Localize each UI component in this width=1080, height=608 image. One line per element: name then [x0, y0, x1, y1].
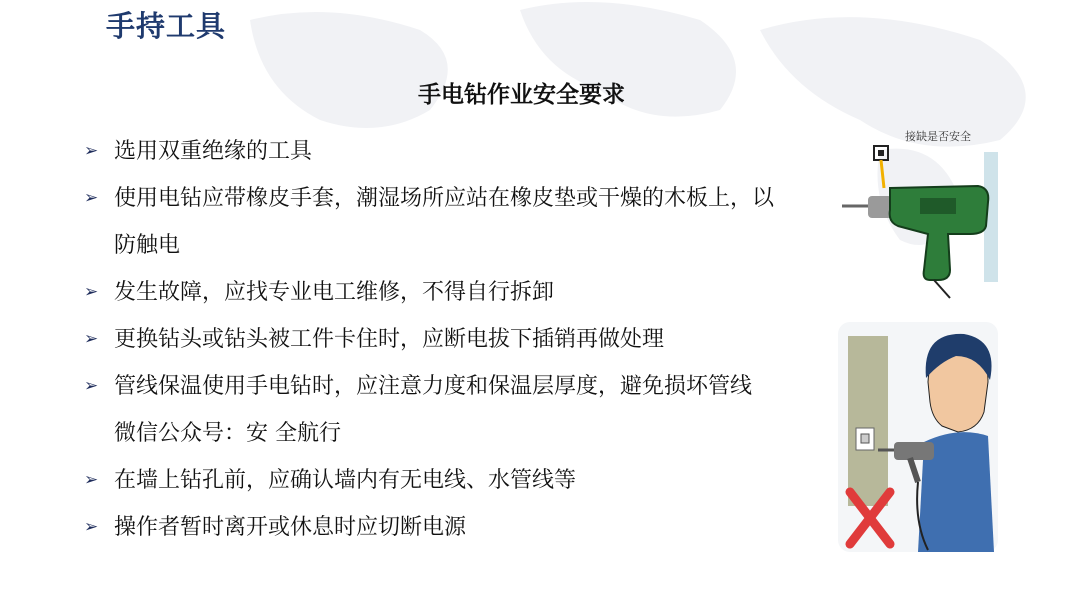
arrow-bullet-icon: ➢	[84, 329, 99, 349]
slide-title: 手持工具	[106, 9, 227, 43]
image-caption: 接缺是否安全	[905, 130, 971, 143]
list-item: ➢ 使用电钻应带橡皮手套，潮湿场所应站在橡皮垫或干燥的木板上，以防触电	[84, 175, 804, 269]
drill-illustration	[838, 130, 998, 300]
list-item: ➢ 在墙上钻孔前，应确认墙内有无电线、水管线等	[84, 457, 804, 504]
list-item: ➢ 管线保温使用手电钻时，应注意力度和保温层厚度，避免损坏管线 微信公众号：安 全航行	[84, 363, 804, 457]
list-item: ➢ 发生故障，应找专业电工维修，不得自行拆卸	[84, 269, 804, 316]
arrow-bullet-icon: ➢	[84, 376, 99, 396]
arrow-bullet-icon: ➢	[84, 517, 99, 537]
list-item: ➢ 选用双重绝缘的工具	[84, 128, 804, 175]
arrow-bullet-icon: ➢	[84, 141, 99, 161]
list-item: ➢ 更换钻头或钻头被工件卡住时，应断电拔下插销再做处理	[84, 316, 804, 363]
section-subtitle: 手电钻作业安全要求	[418, 82, 625, 108]
bullet-list	[84, 128, 804, 551]
drilling-wall-illustration	[838, 322, 998, 552]
arrow-bullet-icon: ➢	[84, 188, 99, 208]
list-item: ➢ 操作者暂时离开或休息时应切断电源	[84, 504, 804, 551]
arrow-bullet-icon: ➢	[84, 282, 99, 302]
arrow-bullet-icon: ➢	[84, 470, 99, 490]
